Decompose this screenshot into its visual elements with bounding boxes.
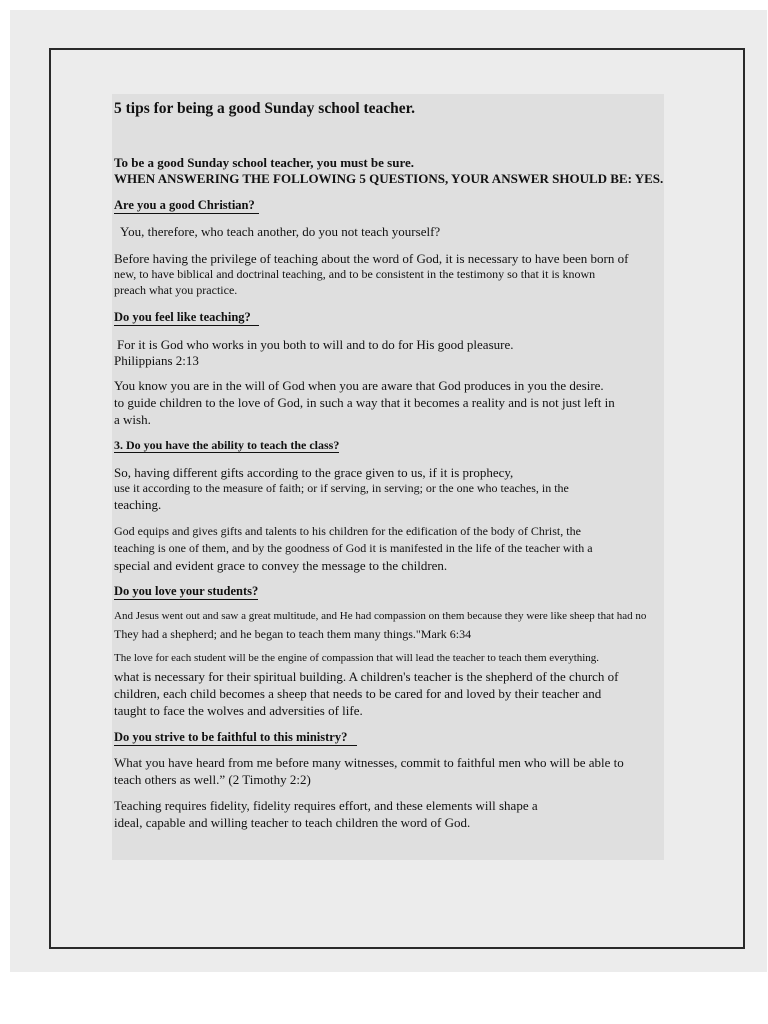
document-content bbox=[112, 94, 664, 860]
question-4-heading: Do you love your students? bbox=[114, 584, 259, 598]
question-5-verse-line-1: What you have heard from me before many witnesses, commit to faithful men who will be able to bbox=[114, 755, 624, 770]
question-3-verse-line-1: So, having different gifts according to the grace given to us, if it is prophecy, bbox=[114, 465, 514, 480]
question-5-paragraph-line-1: Teaching requires fidelity, fidelity requires effort, and these elements will shape a bbox=[114, 798, 538, 813]
question-5-paragraph-line-2: ideal, capable and willing teacher to teach children the word of God. bbox=[114, 815, 471, 830]
question-2-verse-line-2: Philippians 2:13 bbox=[114, 353, 199, 368]
question-3-verse-line-3: teaching. bbox=[114, 497, 162, 512]
question-4-paragraph-line-3: children, each child becomes a sheep that needs to be cared for and loved by their teacher and bbox=[114, 686, 602, 701]
question-2-heading: Do you feel like teaching? bbox=[114, 311, 259, 326]
question-1-paragraph-line-1: Before having the privilege of teaching about the word of God, it is necessary to have been born of bbox=[114, 251, 629, 266]
question-2-paragraph-line-3: a wish. bbox=[114, 412, 151, 427]
question-5-verse-line-2: teach others as well.” (2 Timothy 2:2) bbox=[114, 772, 311, 787]
question-3-heading: 3. Do you have the ability to teach the class? bbox=[114, 438, 340, 452]
question-2-paragraph-line-1: You know you are in the will of God when you are aware that God produces in you the desire. bbox=[114, 378, 604, 393]
question-1-heading: Are you a good Christian? bbox=[114, 199, 259, 214]
question-3-verse-line-2: use it according to the measure of faith; or if serving, in serving; or the one who teaches, in the bbox=[114, 481, 569, 495]
question-2-verse-line-1: For it is God who works in you both to will and to do for His good pleasure. bbox=[117, 337, 514, 352]
question-4-verse-line-2: They had a shepherd; and he began to teach them many things."Mark 6:34 bbox=[114, 627, 472, 641]
question-3-paragraph-line-2: teaching is one of them, and by the goodness of God it is manifested in the life of the teacher with a bbox=[114, 541, 593, 555]
question-1-verse: You, therefore, who teach another, do you not teach yourself? bbox=[120, 224, 441, 239]
document-title: 5 tips for being a good Sunday school teacher. bbox=[114, 100, 416, 117]
question-3-paragraph-line-1: God equips and gives gifts and talents to his children for the edification of the body of Christ, the bbox=[114, 524, 581, 538]
intro-line-2: WHEN ANSWERING THE FOLLOWING 5 QUESTIONS, YOUR ANSWER SHOULD BE: YES. bbox=[114, 171, 664, 186]
question-1-paragraph-line-3: preach what you practice. bbox=[114, 283, 238, 297]
question-2-paragraph-line-2: to guide children to the love of God, in such a way that it becomes a reality and is not just left in bbox=[114, 395, 615, 410]
question-4-verse-line-1: And Jesus went out and saw a great multitude, and He had compassion on them because they were like sheep that had no bbox=[114, 610, 647, 622]
question-1-paragraph-line-2: new, to have biblical and doctrinal teaching, and to be consistent in the testimony so that it is known bbox=[114, 267, 596, 281]
question-5-heading: Do you strive to be faithful to this ministry? bbox=[114, 731, 357, 746]
question-3-paragraph-line-3: special and evident grace to convey the message to the children. bbox=[114, 558, 448, 573]
question-4-paragraph-line-2: what is necessary for their spiritual building. A children's teacher is the shepherd of the church of bbox=[114, 669, 619, 684]
intro-line-1: To be a good Sunday school teacher, you must be sure. bbox=[114, 155, 415, 170]
question-4-paragraph-line-4: taught to face the wolves and adversities of life. bbox=[114, 703, 363, 718]
question-4-paragraph-line-1: The love for each student will be the engine of compassion that will lead the teacher to teach them everything. bbox=[114, 652, 600, 664]
